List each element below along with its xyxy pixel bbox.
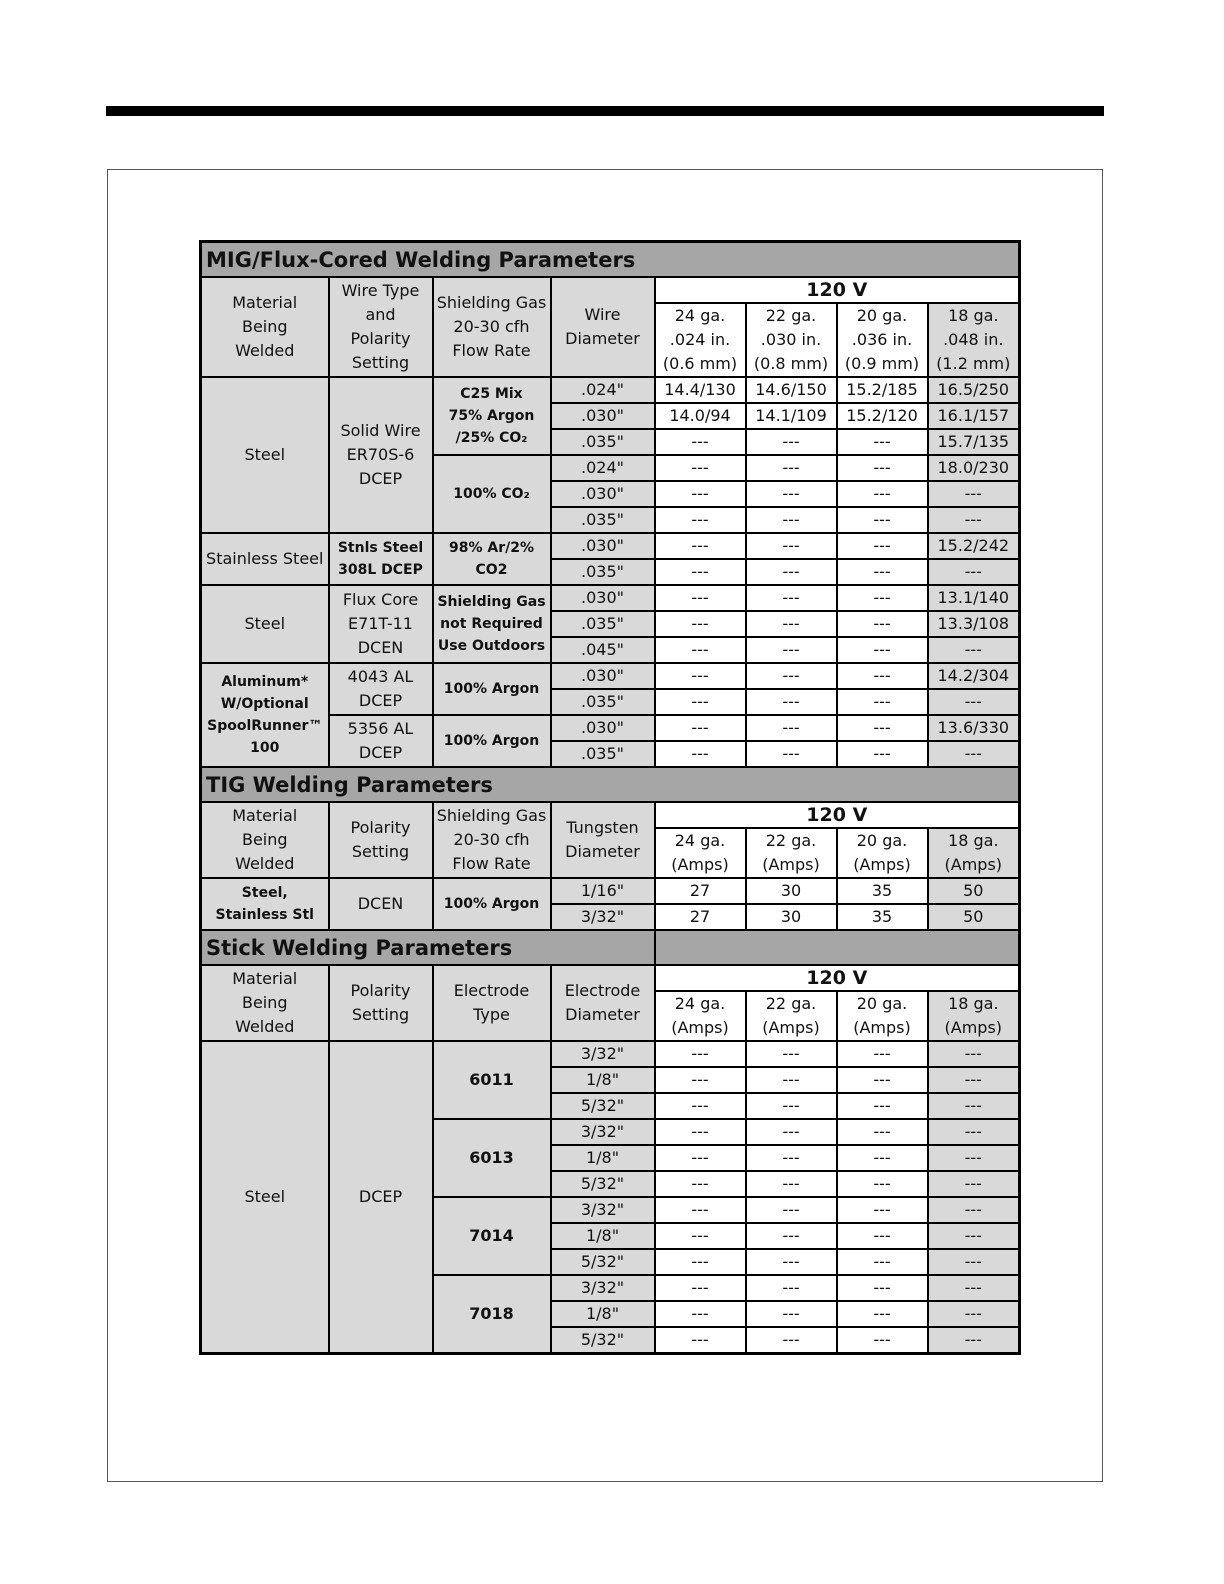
diameter-cell: .035" xyxy=(551,507,655,533)
col-header-g22: 22 ga. (Amps) xyxy=(746,991,837,1041)
value-cell: --- xyxy=(746,1301,837,1327)
col-header-g18: 18 ga. (Amps) xyxy=(928,828,1020,878)
col-header-g20: 20 ga. (Amps) xyxy=(837,828,928,878)
diameter-cell: .035" xyxy=(551,689,655,715)
value-cell: --- xyxy=(746,1067,837,1093)
value-cell: --- xyxy=(746,1041,837,1067)
col-header-g22: 22 ga. (Amps) xyxy=(746,828,837,878)
col-header-electrode-diameter: Electrode Diameter xyxy=(551,965,655,1041)
value-cell: --- xyxy=(655,481,746,507)
value-cell: --- xyxy=(746,559,837,585)
value-cell: --- xyxy=(928,1301,1020,1327)
diameter-cell: .035" xyxy=(551,741,655,767)
value-cell: --- xyxy=(655,715,746,741)
value-cell: --- xyxy=(655,1093,746,1119)
diameter-cell: 3/32" xyxy=(551,1041,655,1067)
value-cell: --- xyxy=(655,1119,746,1145)
value-cell: --- xyxy=(746,429,837,455)
table-row xyxy=(201,533,1020,559)
value-cell: --- xyxy=(928,559,1020,585)
gas-cell: C25 Mix 75% Argon /25% CO₂ xyxy=(433,377,551,455)
value-cell: 13.6/330 xyxy=(928,715,1020,741)
value-cell: --- xyxy=(746,1119,837,1145)
electrode-type-cell: 6011 xyxy=(433,1041,551,1119)
col-header-wire-type: Wire Type and Polarity Setting xyxy=(329,277,433,377)
gas-cell: 100% Argon xyxy=(433,878,551,930)
value-cell: --- xyxy=(928,1093,1020,1119)
value-cell: --- xyxy=(928,1327,1020,1354)
value-cell: --- xyxy=(837,1249,928,1275)
value-cell: --- xyxy=(655,1275,746,1301)
col-header-electrode-type: Electrode Type xyxy=(433,965,551,1041)
value-cell: 13.3/108 xyxy=(928,611,1020,637)
electrode-type-cell: 7018 xyxy=(433,1275,551,1354)
value-cell: --- xyxy=(655,1327,746,1354)
value-cell: 16.5/250 xyxy=(928,377,1020,403)
value-cell: 35 xyxy=(837,904,928,930)
col-header-wire-diameter: Wire Diameter xyxy=(551,277,655,377)
section-header xyxy=(201,242,1020,278)
value-cell: --- xyxy=(746,481,837,507)
value-cell: --- xyxy=(746,611,837,637)
diameter-cell: 1/8" xyxy=(551,1301,655,1327)
value-cell: --- xyxy=(837,663,928,689)
value-cell: 15.2/242 xyxy=(928,533,1020,559)
value-cell: --- xyxy=(928,1145,1020,1171)
value-cell: --- xyxy=(837,1067,928,1093)
value-cell: --- xyxy=(837,611,928,637)
value-cell: --- xyxy=(837,507,928,533)
material-cell: Steel xyxy=(201,1041,329,1354)
diameter-cell: 1/16" xyxy=(551,878,655,904)
diameter-cell: .035" xyxy=(551,611,655,637)
value-cell: --- xyxy=(655,1067,746,1093)
value-cell: --- xyxy=(655,507,746,533)
value-cell: --- xyxy=(746,715,837,741)
diameter-cell: 5/32" xyxy=(551,1171,655,1197)
value-cell: --- xyxy=(837,585,928,611)
header-row xyxy=(201,277,1020,303)
value-cell: --- xyxy=(655,1223,746,1249)
value-cell: --- xyxy=(746,455,837,481)
welding-parameters-table xyxy=(199,240,1021,1355)
value-cell: --- xyxy=(837,559,928,585)
diameter-cell: .030" xyxy=(551,715,655,741)
value-cell: 15.2/185 xyxy=(837,377,928,403)
value-cell: --- xyxy=(746,1197,837,1223)
wire-type-cell: Solid Wire ER70S-6 DCEP xyxy=(329,377,433,533)
diameter-cell: .024" xyxy=(551,455,655,481)
value-cell: --- xyxy=(746,507,837,533)
value-cell: --- xyxy=(837,1327,928,1354)
section-header xyxy=(201,930,1020,965)
value-cell: --- xyxy=(837,533,928,559)
diameter-cell: 3/32" xyxy=(551,1119,655,1145)
gas-cell: 100% Argon xyxy=(433,715,551,767)
value-cell: --- xyxy=(655,533,746,559)
value-cell: --- xyxy=(655,559,746,585)
value-cell: --- xyxy=(655,585,746,611)
col-header-material: Material Being Welded xyxy=(201,965,329,1041)
wire-type-cell: Stnls Steel 308L DCEP xyxy=(329,533,433,585)
section-title-stick: Stick Welding Parameters xyxy=(201,930,655,965)
value-cell: --- xyxy=(655,1249,746,1275)
value-cell: --- xyxy=(837,1301,928,1327)
col-header-polarity: Polarity Setting xyxy=(329,965,433,1041)
value-cell: --- xyxy=(928,1249,1020,1275)
section-header xyxy=(201,767,1020,802)
table-row xyxy=(201,878,1020,904)
polarity-cell: DCEP xyxy=(329,1041,433,1354)
value-cell: --- xyxy=(837,741,928,767)
value-cell: --- xyxy=(655,1171,746,1197)
value-cell: --- xyxy=(655,1041,746,1067)
value-cell: 13.1/140 xyxy=(928,585,1020,611)
value-cell: 50 xyxy=(928,904,1020,930)
col-header-g24: 24 ga. .024 in. (0.6 mm) xyxy=(655,303,746,377)
col-header-g20: 20 ga. (Amps) xyxy=(837,991,928,1041)
wire-type-cell: 4043 AL DCEP xyxy=(329,663,433,715)
value-cell: --- xyxy=(746,663,837,689)
value-cell: 50 xyxy=(928,878,1020,904)
header-rule xyxy=(106,106,1104,116)
electrode-type-cell: 7014 xyxy=(433,1197,551,1275)
electrode-type-cell: 6013 xyxy=(433,1119,551,1197)
diameter-cell: .035" xyxy=(551,429,655,455)
col-header-material: Material Being Welded xyxy=(201,277,329,377)
value-cell: --- xyxy=(837,1041,928,1067)
value-cell: 30 xyxy=(746,904,837,930)
table-row xyxy=(201,663,1020,689)
value-cell: 14.0/94 xyxy=(655,403,746,429)
material-cell: Aluminum* W/Optional SpoolRunner™ 100 xyxy=(201,663,329,767)
value-cell: --- xyxy=(928,689,1020,715)
value-cell: --- xyxy=(746,1223,837,1249)
diameter-cell: .035" xyxy=(551,559,655,585)
value-cell: --- xyxy=(655,1197,746,1223)
value-cell: --- xyxy=(928,1041,1020,1067)
value-cell: 15.7/135 xyxy=(928,429,1020,455)
value-cell: --- xyxy=(837,637,928,663)
diameter-cell: 1/8" xyxy=(551,1067,655,1093)
col-header-g24: 24 ga. (Amps) xyxy=(655,991,746,1041)
value-cell: --- xyxy=(928,1119,1020,1145)
value-cell: 35 xyxy=(837,878,928,904)
value-cell: --- xyxy=(746,585,837,611)
value-cell: --- xyxy=(837,1145,928,1171)
value-cell: 14.1/109 xyxy=(746,403,837,429)
value-cell: 27 xyxy=(655,904,746,930)
diameter-cell: 5/32" xyxy=(551,1093,655,1119)
value-cell: --- xyxy=(655,741,746,767)
value-cell: --- xyxy=(928,1067,1020,1093)
col-header-shielding-gas: Shielding Gas 20-30 cfh Flow Rate xyxy=(433,802,551,878)
diameter-cell: 5/32" xyxy=(551,1327,655,1354)
value-cell: --- xyxy=(928,1171,1020,1197)
value-cell: --- xyxy=(837,1119,928,1145)
diameter-cell: .030" xyxy=(551,663,655,689)
value-cell: --- xyxy=(746,1249,837,1275)
col-header-g22: 22 ga. .030 in. (0.8 mm) xyxy=(746,303,837,377)
value-cell: --- xyxy=(746,1327,837,1354)
section-title-tig: TIG Welding Parameters xyxy=(201,767,1020,802)
value-cell: --- xyxy=(837,1223,928,1249)
table-row xyxy=(201,585,1020,611)
value-cell: --- xyxy=(837,429,928,455)
value-cell: --- xyxy=(655,429,746,455)
voltage-header: 120 V xyxy=(655,965,1020,991)
value-cell: --- xyxy=(655,1145,746,1171)
value-cell: --- xyxy=(746,1171,837,1197)
value-cell: --- xyxy=(746,1275,837,1301)
gas-cell: Shielding Gas not Required Use Outdoors xyxy=(433,585,551,663)
gas-cell: 100% CO₂ xyxy=(433,455,551,533)
col-header-g24: 24 ga. (Amps) xyxy=(655,828,746,878)
diameter-cell: .045" xyxy=(551,637,655,663)
section-title-mig: MIG/Flux-Cored Welding Parameters xyxy=(201,242,1020,278)
value-cell: --- xyxy=(928,1275,1020,1301)
value-cell: --- xyxy=(655,689,746,715)
value-cell: --- xyxy=(837,1171,928,1197)
col-header-shielding-gas: Shielding Gas 20-30 cfh Flow Rate xyxy=(433,277,551,377)
material-cell: Steel, Stainless Stl xyxy=(201,878,329,930)
value-cell: --- xyxy=(837,1275,928,1301)
diameter-cell: 1/8" xyxy=(551,1145,655,1171)
value-cell: --- xyxy=(928,741,1020,767)
polarity-cell: DCEN xyxy=(329,878,433,930)
value-cell: --- xyxy=(655,637,746,663)
value-cell: --- xyxy=(746,689,837,715)
col-header-g18: 18 ga. .048 in. (1.2 mm) xyxy=(928,303,1020,377)
col-header-g18: 18 ga. (Amps) xyxy=(928,991,1020,1041)
value-cell: 16.1/157 xyxy=(928,403,1020,429)
diameter-cell: 3/32" xyxy=(551,904,655,930)
value-cell: --- xyxy=(746,1145,837,1171)
value-cell: --- xyxy=(746,741,837,767)
value-cell: --- xyxy=(837,1093,928,1119)
value-cell: --- xyxy=(746,533,837,559)
material-cell: Steel xyxy=(201,377,329,533)
value-cell: --- xyxy=(746,1093,837,1119)
value-cell: --- xyxy=(837,689,928,715)
value-cell: 14.4/130 xyxy=(655,377,746,403)
value-cell: --- xyxy=(928,637,1020,663)
material-cell: Steel xyxy=(201,585,329,663)
diameter-cell: 5/32" xyxy=(551,1249,655,1275)
value-cell: --- xyxy=(655,663,746,689)
value-cell: --- xyxy=(655,611,746,637)
voltage-header: 120 V xyxy=(655,802,1020,828)
value-cell: 18.0/230 xyxy=(928,455,1020,481)
diameter-cell: .030" xyxy=(551,403,655,429)
diameter-cell: .030" xyxy=(551,481,655,507)
table-row xyxy=(201,1041,1020,1067)
value-cell: 30 xyxy=(746,878,837,904)
value-cell: 15.2/120 xyxy=(837,403,928,429)
value-cell: --- xyxy=(837,481,928,507)
value-cell: --- xyxy=(655,455,746,481)
col-header-tungsten-diameter: Tungsten Diameter xyxy=(551,802,655,878)
value-cell: 27 xyxy=(655,878,746,904)
value-cell: 14.2/304 xyxy=(928,663,1020,689)
header-row xyxy=(201,965,1020,991)
value-cell: --- xyxy=(655,1301,746,1327)
wire-type-cell: Flux Core E71T-11 DCEN xyxy=(329,585,433,663)
col-header-material: Material Being Welded xyxy=(201,802,329,878)
value-cell: --- xyxy=(837,1197,928,1223)
diameter-cell: .030" xyxy=(551,533,655,559)
diameter-cell: 1/8" xyxy=(551,1223,655,1249)
value-cell: --- xyxy=(928,1197,1020,1223)
header-row xyxy=(201,802,1020,828)
section-title-filler xyxy=(655,930,1020,965)
value-cell: --- xyxy=(928,507,1020,533)
diameter-cell: .024" xyxy=(551,377,655,403)
col-header-g20: 20 ga. .036 in. (0.9 mm) xyxy=(837,303,928,377)
table-row xyxy=(201,377,1020,403)
value-cell: --- xyxy=(837,715,928,741)
voltage-header: 120 V xyxy=(655,277,1020,303)
value-cell: --- xyxy=(928,481,1020,507)
value-cell: 14.6/150 xyxy=(746,377,837,403)
value-cell: --- xyxy=(837,455,928,481)
value-cell: --- xyxy=(746,637,837,663)
material-cell: Stainless Steel xyxy=(201,533,329,585)
value-cell: --- xyxy=(928,1223,1020,1249)
wire-type-cell: 5356 AL DCEP xyxy=(329,715,433,767)
diameter-cell: .030" xyxy=(551,585,655,611)
col-header-polarity: Polarity Setting xyxy=(329,802,433,878)
diameter-cell: 3/32" xyxy=(551,1197,655,1223)
diameter-cell: 3/32" xyxy=(551,1275,655,1301)
gas-cell: 100% Argon xyxy=(433,663,551,715)
gas-cell: 98% Ar/2% CO2 xyxy=(433,533,551,585)
